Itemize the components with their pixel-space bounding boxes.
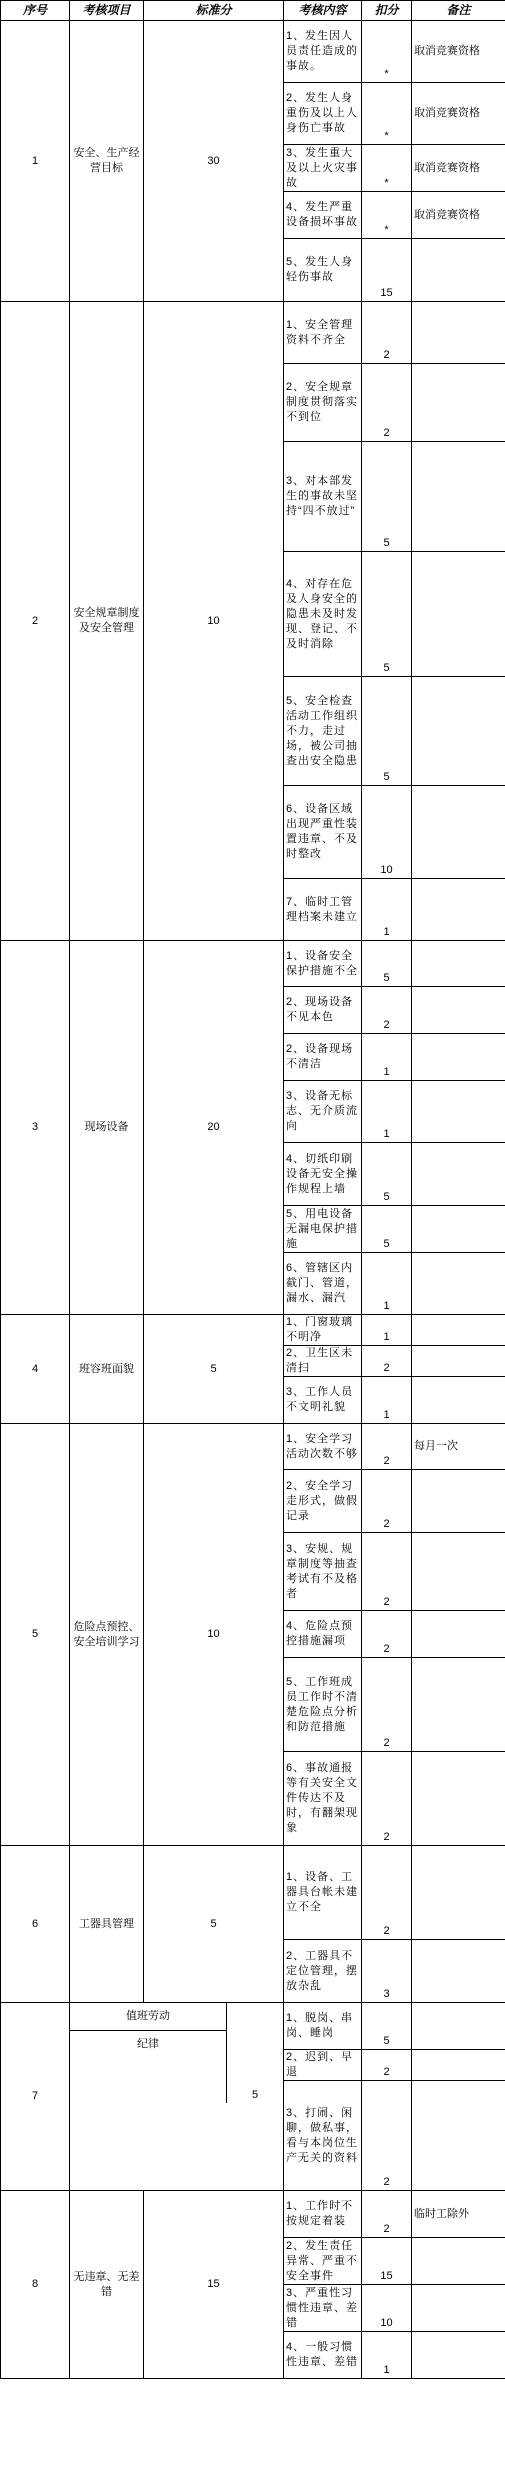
header-remark: 备注 bbox=[412, 1, 505, 21]
remark-cell: 取消竞赛资格 bbox=[412, 21, 505, 83]
assessment-content: 3、对本部发生的事故未坚持“四不放过” bbox=[284, 442, 362, 552]
header-item: 考核项目 bbox=[70, 1, 144, 21]
table-row bbox=[1, 1846, 505, 1940]
assessment-content: 1、工作时不按规定着装 bbox=[284, 2191, 362, 2238]
assessment-content: 2、迟到、早退 bbox=[284, 2050, 362, 2081]
assessment-content: 1、设备、工器具台帐未建立不全 bbox=[284, 1846, 362, 1940]
deduction-value: 2 bbox=[362, 2081, 412, 2191]
table-row bbox=[1, 302, 505, 364]
section-std: 5 bbox=[144, 1315, 284, 1424]
section-number: 7 bbox=[1, 2003, 70, 2191]
assessment-content: 6、设备区域出现严重性装置违章、不及时整改 bbox=[284, 786, 362, 879]
remark-cell bbox=[412, 1206, 505, 1253]
remark-cell bbox=[412, 364, 505, 442]
assessment-content: 4、一般习惯性违章、差错 bbox=[284, 2332, 362, 2379]
remark-cell bbox=[412, 941, 505, 987]
deduction-value: 5 bbox=[362, 2003, 412, 2050]
deduction-value: 5 bbox=[362, 677, 412, 786]
deduction-value: 2 bbox=[362, 2050, 412, 2081]
deduction-value: 2 bbox=[362, 1658, 412, 1752]
assessment-content: 1、发生因人员责任造成的事故。 bbox=[284, 21, 362, 83]
remark-cell bbox=[412, 552, 505, 677]
deduction-value: 2 bbox=[362, 1346, 412, 1377]
assessment-content: 2、现场设备不见本色 bbox=[284, 987, 362, 1034]
assessment-content: 4、发生严重设备损坏事故 bbox=[284, 192, 362, 239]
assessment-content: 5、发生人身轻伤事故 bbox=[284, 239, 362, 302]
table-row bbox=[1, 1315, 505, 1346]
deduction-value: 2 bbox=[362, 1752, 412, 1846]
remark-cell bbox=[412, 1253, 505, 1315]
remark-cell bbox=[412, 1034, 505, 1081]
section-std: 20 bbox=[144, 941, 284, 1315]
assessment-content: 1、安全管理资料不齐全 bbox=[284, 302, 362, 364]
assessment-content: 2、卫生区未清扫 bbox=[284, 1346, 362, 1377]
remark-cell bbox=[412, 302, 505, 364]
assessment-content: 6、管辖区内截门、管道，漏水、漏汽 bbox=[284, 1253, 362, 1315]
section-item bbox=[70, 2003, 284, 2191]
item-label-a: 值班劳动 bbox=[70, 2003, 226, 2031]
deduction-value: 2 bbox=[362, 1846, 412, 1940]
table-row bbox=[1, 941, 505, 987]
section-std: 10 bbox=[144, 1424, 284, 1846]
deduction-value: 1 bbox=[362, 1081, 412, 1143]
section-item: 危险点预控、安全培训学习 bbox=[70, 1424, 144, 1846]
deduction-value: 5 bbox=[362, 1143, 412, 1206]
remark-cell bbox=[412, 2003, 505, 2050]
assessment-content: 2、设备现场不清洁 bbox=[284, 1034, 362, 1081]
section-item: 无违章、无差错 bbox=[70, 2191, 144, 2379]
remark-cell bbox=[412, 1081, 505, 1143]
deduction-value: 1 bbox=[362, 1377, 412, 1424]
deduction-value: 15 bbox=[362, 239, 412, 302]
section-item: 现场设备 bbox=[70, 941, 144, 1315]
section-item: 班容班面貌 bbox=[70, 1315, 144, 1424]
assessment-content: 1、门窗玻璃不明净 bbox=[284, 1315, 362, 1346]
section-item: 安全规章制度及安全管理 bbox=[70, 302, 144, 941]
deduction-value: * bbox=[362, 83, 412, 145]
remark-cell bbox=[412, 879, 505, 941]
deduction-value: 1 bbox=[362, 2332, 412, 2379]
table-row bbox=[1, 2191, 505, 2238]
assessment-content: 3、严重性习惯性违章、差错 bbox=[284, 2285, 362, 2332]
deduction-value: 5 bbox=[362, 941, 412, 987]
remark-cell bbox=[412, 2050, 505, 2081]
section-number: 4 bbox=[1, 1315, 70, 1424]
remark-cell bbox=[412, 1346, 505, 1377]
remark-cell bbox=[412, 442, 505, 552]
deduction-value: 3 bbox=[362, 1940, 412, 2003]
deduction-value: 10 bbox=[362, 786, 412, 879]
assessment-content: 1、设备安全保护措施不全 bbox=[284, 941, 362, 987]
table-row bbox=[1, 21, 505, 83]
deduction-value: 10 bbox=[362, 2285, 412, 2332]
deduction-value: * bbox=[362, 21, 412, 83]
header-row bbox=[1, 1, 505, 21]
assessment-content: 5、用电设备无漏电保护措施 bbox=[284, 1206, 362, 1253]
deduction-value: 5 bbox=[362, 552, 412, 677]
assessment-content: 7、临时工管理档案未建立 bbox=[284, 879, 362, 941]
deduction-value: 2 bbox=[362, 987, 412, 1034]
remark-cell bbox=[412, 1940, 505, 2003]
assessment-content: 2、发生人身重伤及以上人身伤亡事故 bbox=[284, 83, 362, 145]
deduction-value: 15 bbox=[362, 2238, 412, 2285]
deduction-value: 2 bbox=[362, 302, 412, 364]
remark-cell bbox=[412, 1533, 505, 1611]
deduction-value: 2 bbox=[362, 1424, 412, 1470]
remark-cell bbox=[412, 1143, 505, 1206]
header-deduct: 扣分 bbox=[362, 1, 412, 21]
section-number: 2 bbox=[1, 302, 70, 941]
remark-cell bbox=[412, 2332, 505, 2379]
deduction-value: 2 bbox=[362, 1611, 412, 1658]
assessment-content: 1、安全学习活动次数不够 bbox=[284, 1424, 362, 1470]
header-no: 序号 bbox=[1, 1, 70, 21]
header-std: 标准分 bbox=[144, 1, 284, 21]
assessment-content: 3、设备无标志、无介质流向 bbox=[284, 1081, 362, 1143]
section-std: 5 bbox=[144, 1846, 284, 2003]
remark-cell bbox=[412, 1377, 505, 1424]
section-number: 1 bbox=[1, 21, 70, 302]
table-row bbox=[1, 1424, 505, 1470]
assessment-content: 3、打闹、闲聊，做私事，看与本岗位生产无关的资料 bbox=[284, 2081, 362, 2191]
table-row bbox=[1, 2003, 505, 2050]
assessment-content: 2、安全学习走形式，做假记录 bbox=[284, 1470, 362, 1533]
remark-cell bbox=[412, 1752, 505, 1846]
section-item: 工器具管理 bbox=[70, 1846, 144, 2003]
assessment-content: 4、切纸印刷设备无安全操作规程上墙 bbox=[284, 1143, 362, 1206]
remark-cell: 取消竞赛资格 bbox=[412, 192, 505, 239]
assessment-content: 6、事故通报等有关安全文件传达不及时，有翻架现象 bbox=[284, 1752, 362, 1846]
assessment-content: 2、工器具不定位管理，摆放杂乱 bbox=[284, 1940, 362, 2003]
deduction-value: 5 bbox=[362, 1206, 412, 1253]
deduction-value: 2 bbox=[362, 364, 412, 442]
header-content: 考核内容 bbox=[284, 1, 362, 21]
assessment-content: 1、脱岗、串岗、睡岗 bbox=[284, 2003, 362, 2050]
item-split bbox=[70, 2003, 283, 2103]
remark-cell bbox=[412, 1611, 505, 1658]
remark-cell bbox=[412, 1315, 505, 1346]
assessment-content: 3、发生重大及以上火灾事故 bbox=[284, 145, 362, 192]
remark-cell bbox=[412, 1658, 505, 1752]
assessment-content: 4、危险点预控措施漏项 bbox=[284, 1611, 362, 1658]
deduction-value: 2 bbox=[362, 1533, 412, 1611]
section-std: 5 bbox=[251, 2089, 259, 2101]
deduction-value: * bbox=[362, 145, 412, 192]
assessment-content: 5、安全检查活动工作组织不力，走过场，被公司抽查出安全隐患 bbox=[284, 677, 362, 786]
assessment-content: 3、工作人员不文明礼貌 bbox=[284, 1377, 362, 1424]
section-number: 3 bbox=[1, 941, 70, 1315]
item-split-left bbox=[70, 2003, 227, 2103]
remark-cell bbox=[412, 239, 505, 302]
remark-cell bbox=[412, 1846, 505, 1940]
remark-cell bbox=[412, 786, 505, 879]
section-std: 30 bbox=[144, 21, 284, 302]
assessment-content: 5、工作班成员工作时不清楚危险点分析和防范措施 bbox=[284, 1658, 362, 1752]
remark-cell bbox=[412, 1470, 505, 1533]
deduction-value: 2 bbox=[362, 2191, 412, 2238]
deduction-value: 2 bbox=[362, 1470, 412, 1533]
deduction-value: 5 bbox=[362, 442, 412, 552]
assessment-content: 4、对存在危及人身安全的隐患未及时发现、登记、不及时消除 bbox=[284, 552, 362, 677]
section-std: 15 bbox=[144, 2191, 284, 2379]
remark-cell: 临时工除外 bbox=[412, 2191, 505, 2238]
section-number: 8 bbox=[1, 2191, 70, 2379]
deduction-value: * bbox=[362, 192, 412, 239]
remark-cell bbox=[412, 2238, 505, 2285]
remark-cell bbox=[412, 2081, 505, 2191]
deduction-value: 1 bbox=[362, 1253, 412, 1315]
section-std: 10 bbox=[144, 302, 284, 941]
remark-cell: 取消竞赛资格 bbox=[412, 83, 505, 145]
assessment-content: 2、安全规章制度贯彻落实不到位 bbox=[284, 364, 362, 442]
remark-cell: 取消竞赛资格 bbox=[412, 145, 505, 192]
remark-cell: 每月一次 bbox=[412, 1424, 505, 1470]
section-item: 安全、生产经营目标 bbox=[70, 21, 144, 302]
item-label-b: 纪律 bbox=[137, 2038, 159, 2050]
assessment-content: 3、安规、规章制度等抽查考试有不及格者 bbox=[284, 1533, 362, 1611]
remark-cell bbox=[412, 677, 505, 786]
assessment-content: 2、发生责任异常、严重不安全事件 bbox=[284, 2238, 362, 2285]
remark-cell bbox=[412, 987, 505, 1034]
deduction-value: 1 bbox=[362, 1315, 412, 1346]
deduction-value: 1 bbox=[362, 879, 412, 941]
section-number: 5 bbox=[1, 1424, 70, 1846]
deduction-value: 1 bbox=[362, 1034, 412, 1081]
section-number: 6 bbox=[1, 1846, 70, 2003]
remark-cell bbox=[412, 2285, 505, 2332]
